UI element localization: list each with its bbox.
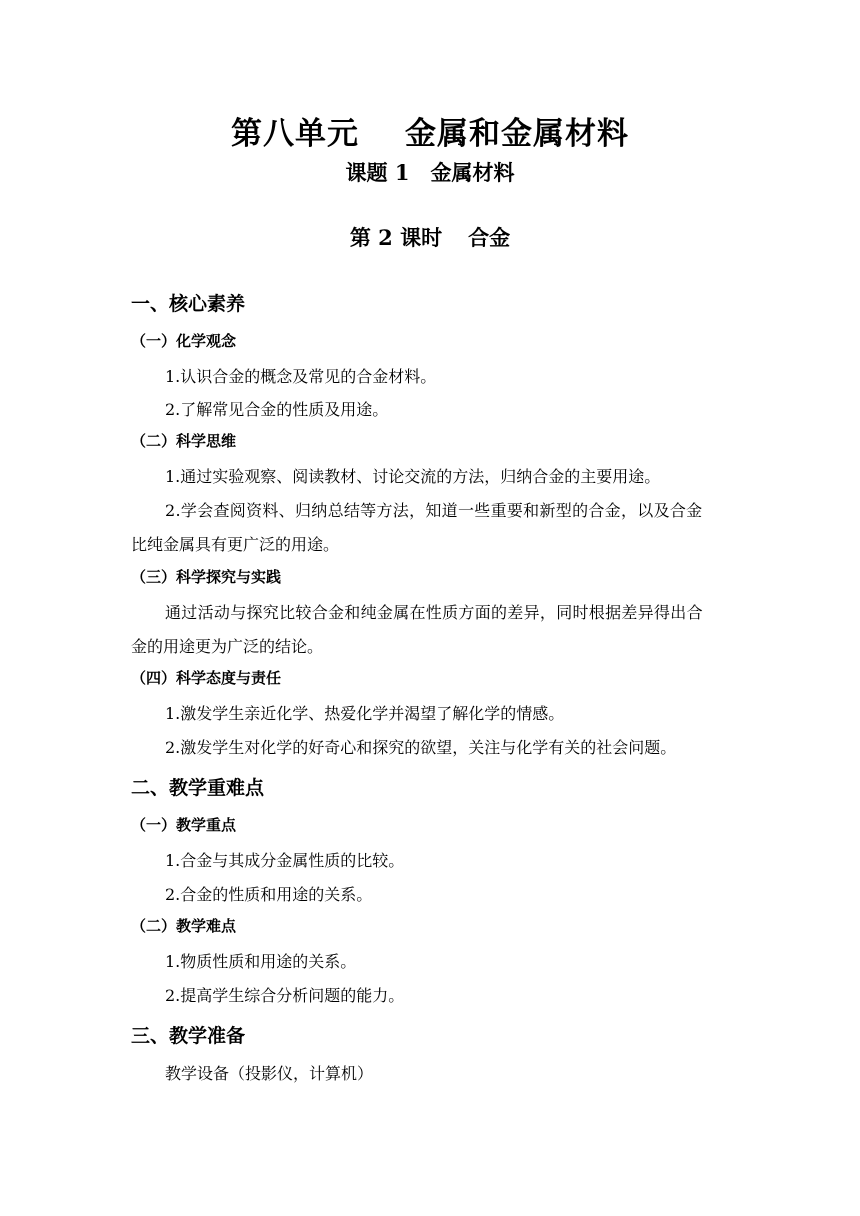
list-item: 2.激发学生对化学的好奇心和探究的欲望，关注与化学有关的社会问题。 <box>165 738 677 757</box>
list-item: 2.合金的性质和用途的关系。 <box>165 885 373 904</box>
section-heading-core-literacy: 一、核心素养 <box>131 293 246 315</box>
period-title <box>0 222 860 252</box>
list-item: 1.物质性质和用途的关系。 <box>165 952 357 971</box>
list-item: 2.学会查阅资料、归纳总结等方法，知道一些重要和新型的合金，以及合金 <box>165 501 703 520</box>
subsection-heading-sci-thinking: （二）科学思维 <box>131 432 237 450</box>
lesson-title: 课题 1 金属材料 <box>345 160 515 185</box>
subsection-heading-teaching-difficulty: （二）教学难点 <box>131 917 237 935</box>
list-item: 1.认识合金的概念及常见的合金材料。 <box>165 367 437 386</box>
section-heading-preparation: 三、教学准备 <box>131 1025 246 1047</box>
period-title-number: 第 2 课时 <box>349 225 443 250</box>
subsection-heading-chem-concepts: （一）化学观念 <box>131 332 237 350</box>
list-item: 2.了解常见合金的性质及用途。 <box>165 400 389 419</box>
section-heading-key-points: 二、教学重难点 <box>131 777 265 799</box>
list-item: 教学设备（投影仪，计算机） <box>165 1064 374 1083</box>
unit-title-name: 金属和金属材料 <box>405 116 629 152</box>
subsection-heading-sci-attitude: （四）科学态度与责任 <box>131 669 282 687</box>
unit-title <box>0 108 860 153</box>
paragraph-line: 通过活动与探究比较合金和纯金属在性质方面的差异，同时根据差异得出合 <box>165 603 703 622</box>
list-item-continuation: 比纯金属具有更广泛的用途。 <box>131 535 340 554</box>
subsection-heading-teaching-focus: （一）教学重点 <box>131 816 237 834</box>
list-item: 1.合金与其成分金属性质的比较。 <box>165 851 405 870</box>
unit-title-number: 第八单元 <box>231 116 359 152</box>
subsection-heading-sci-inquiry: （三）科学探究与实践 <box>131 568 282 586</box>
list-item: 1.激发学生亲近化学、热爱化学并渴望了解化学的情感。 <box>165 704 565 723</box>
list-item: 1.通过实验观察、阅读教材、讨论交流的方法，归纳合金的主要用途。 <box>165 467 661 486</box>
list-item: 2.提高学生综合分析问题的能力。 <box>165 986 405 1005</box>
paragraph-line-continuation: 金的用途更为广泛的结论。 <box>131 637 324 656</box>
period-title-name: 合金 <box>468 225 511 250</box>
